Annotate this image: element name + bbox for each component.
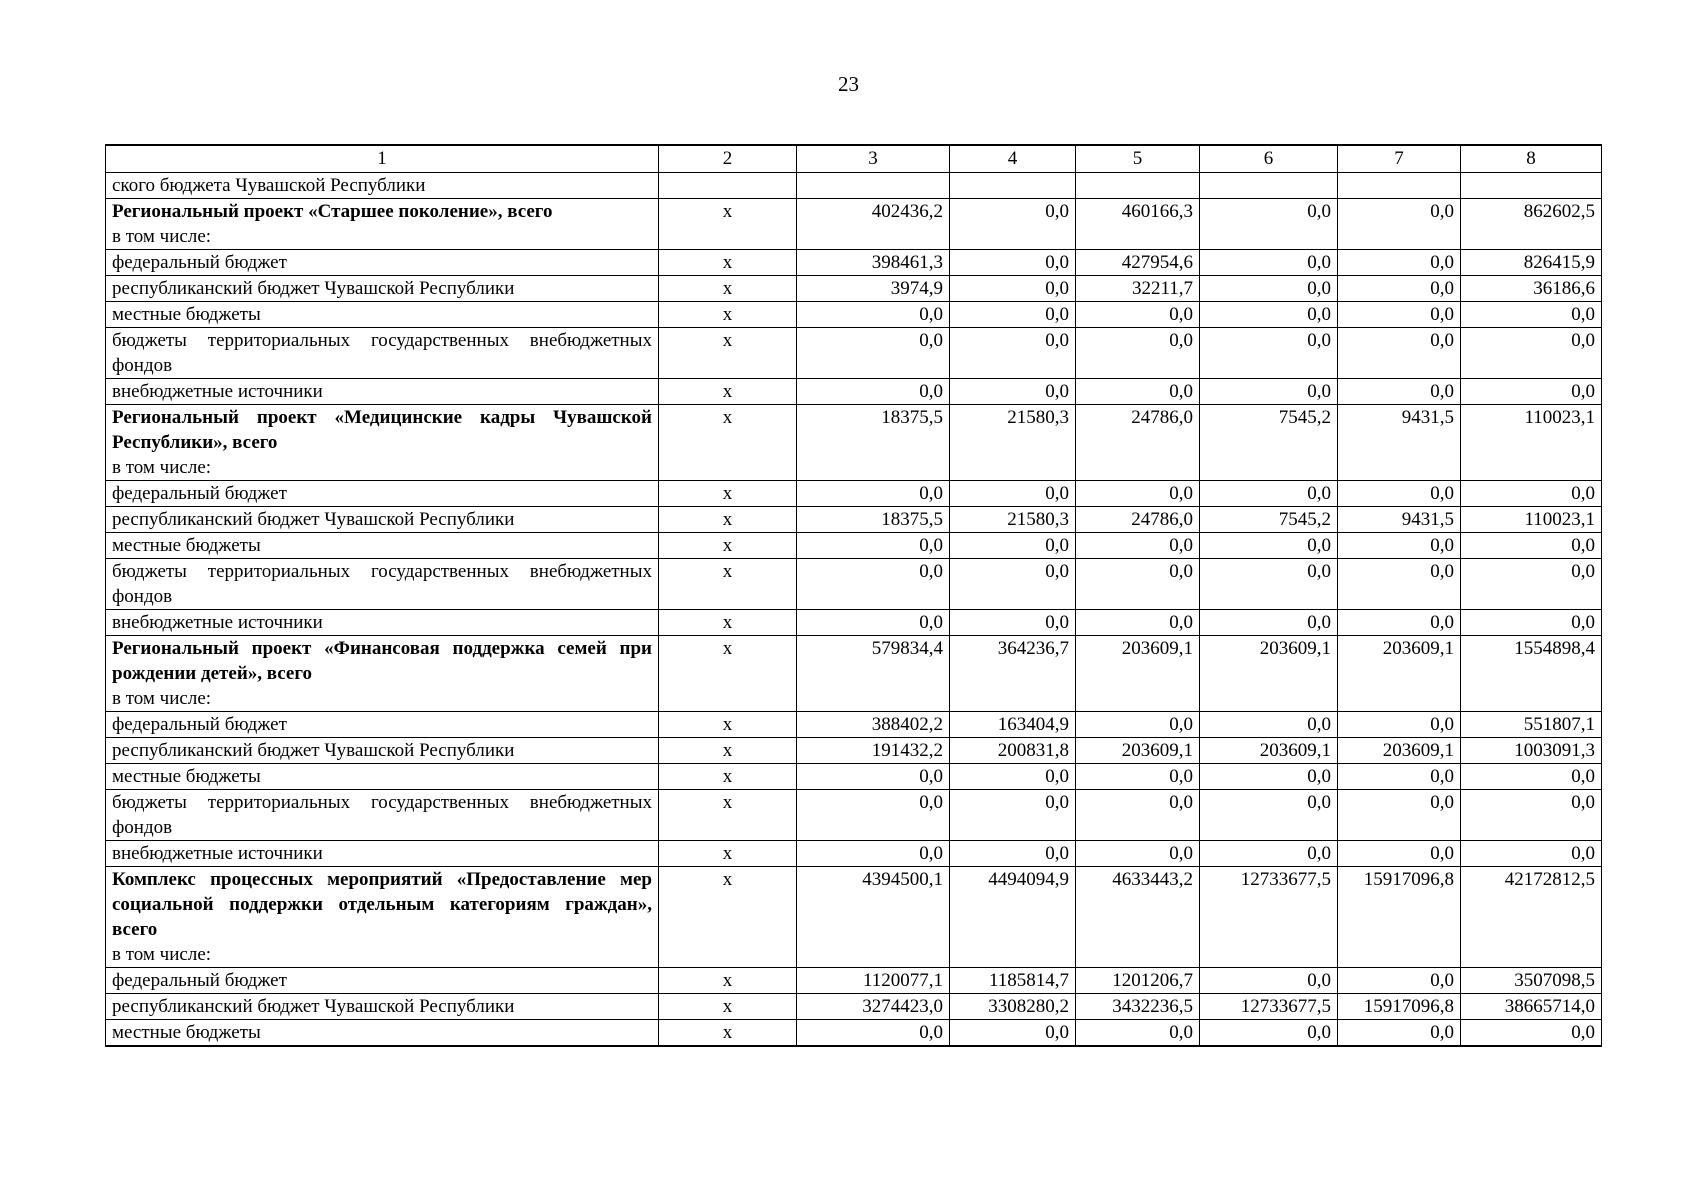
value-cell: 12733677,5	[1200, 867, 1338, 968]
column-header: 4	[950, 145, 1076, 173]
row-mark-cell: х	[659, 1020, 797, 1047]
value-cell: 110023,1	[1461, 507, 1602, 533]
column-header: 3	[797, 145, 950, 173]
value-cell: 0,0	[950, 481, 1076, 507]
table-row	[106, 867, 1602, 968]
value-cell: 0,0	[797, 764, 950, 790]
row-sublabel: в том числе:	[112, 226, 212, 247]
row-label-cell	[106, 738, 659, 764]
row-mark-cell: х	[659, 276, 797, 302]
value-cell: 4394500,1	[797, 867, 950, 968]
value-cell: 32211,7	[1076, 276, 1200, 302]
value-cell: 0,0	[1461, 533, 1602, 559]
table-header	[106, 145, 1602, 173]
row-label-cell	[106, 173, 659, 199]
table-row	[106, 507, 1602, 533]
value-cell: 0,0	[1200, 968, 1338, 994]
value-cell: 862602,5	[1461, 199, 1602, 250]
row-mark-cell: х	[659, 199, 797, 250]
value-cell: 203609,1	[1200, 738, 1338, 764]
section-title: Региональный проект «Медицинские кадры Чувашской Республики», всего	[112, 407, 652, 453]
value-cell: 203609,1	[1076, 738, 1200, 764]
value-cell: 0,0	[950, 276, 1076, 302]
value-cell: 0,0	[1338, 712, 1461, 738]
table-row	[106, 610, 1602, 636]
value-cell: 0,0	[1338, 302, 1461, 328]
table-row	[106, 559, 1602, 610]
value-cell: 1185814,7	[950, 968, 1076, 994]
value-cell: 0,0	[950, 1020, 1076, 1047]
value-cell: 0,0	[1076, 533, 1200, 559]
row-mark-cell: х	[659, 738, 797, 764]
value-cell: 0,0	[1200, 199, 1338, 250]
row-label-cell	[106, 559, 659, 610]
table-row	[106, 405, 1602, 481]
column-header: 1	[106, 145, 659, 173]
value-cell: 0,0	[1076, 712, 1200, 738]
value-cell: 0,0	[1200, 250, 1338, 276]
value-cell: 0,0	[1338, 379, 1461, 405]
value-cell: 1120077,1	[797, 968, 950, 994]
value-cell: 402436,2	[797, 199, 950, 250]
table-row	[106, 276, 1602, 302]
row-label: бюджеты территориальных государственных внебюджетных фондов	[112, 330, 652, 376]
section-title: Региональный проект «Старшее поколение», всего	[112, 201, 553, 222]
value-cell: 24786,0	[1076, 507, 1200, 533]
row-mark-cell: х	[659, 250, 797, 276]
value-cell: 0,0	[950, 533, 1076, 559]
row-mark-cell: х	[659, 994, 797, 1020]
value-cell: 0,0	[1338, 328, 1461, 379]
row-label: республиканский бюджет Чувашской Республики	[112, 278, 515, 299]
value-cell: 9431,5	[1338, 507, 1461, 533]
table-row	[106, 764, 1602, 790]
row-label-cell	[106, 968, 659, 994]
value-cell: 551807,1	[1461, 712, 1602, 738]
value-cell: 0,0	[1338, 790, 1461, 841]
value-cell: 0,0	[1461, 559, 1602, 610]
table-body	[106, 173, 1602, 1047]
row-label-cell	[106, 712, 659, 738]
value-cell: 0,0	[1200, 276, 1338, 302]
row-label: федеральный бюджет	[112, 252, 287, 273]
value-cell: 36186,6	[1461, 276, 1602, 302]
value-cell: 0,0	[1461, 764, 1602, 790]
value-cell: 0,0	[1338, 610, 1461, 636]
value-cell: 0,0	[1338, 841, 1461, 867]
column-header: 2	[659, 145, 797, 173]
value-cell: 0,0	[1338, 481, 1461, 507]
row-label: федеральный бюджет	[112, 483, 287, 504]
row-label: республиканский бюджет Чувашской Республики	[112, 740, 515, 761]
value-cell: 0,0	[1200, 764, 1338, 790]
row-label: бюджеты территориальных государственных внебюджетных фондов	[112, 561, 652, 607]
value-cell: 0,0	[797, 1020, 950, 1047]
value-cell	[1076, 173, 1200, 199]
column-header: 7	[1338, 145, 1461, 173]
value-cell: 0,0	[1461, 841, 1602, 867]
row-sublabel: в том числе:	[112, 944, 212, 965]
row-label-cell	[106, 481, 659, 507]
table-row	[106, 379, 1602, 405]
value-cell: 4494094,9	[950, 867, 1076, 968]
row-label: местные бюджеты	[112, 304, 261, 325]
row-label-cell	[106, 250, 659, 276]
row-label-cell	[106, 328, 659, 379]
table-row	[106, 250, 1602, 276]
value-cell: 0,0	[1461, 328, 1602, 379]
value-cell: 3274423,0	[797, 994, 950, 1020]
value-cell: 203609,1	[1076, 636, 1200, 712]
value-cell: 110023,1	[1461, 405, 1602, 481]
value-cell: 0,0	[950, 379, 1076, 405]
table-row	[106, 841, 1602, 867]
table-row	[106, 1020, 1602, 1047]
column-header: 8	[1461, 145, 1602, 173]
row-label: федеральный бюджет	[112, 970, 287, 991]
row-label-cell	[106, 533, 659, 559]
table-row	[106, 328, 1602, 379]
value-cell: 0,0	[1338, 559, 1461, 610]
value-cell: 0,0	[1338, 199, 1461, 250]
value-cell: 0,0	[1338, 764, 1461, 790]
table-row	[106, 968, 1602, 994]
value-cell: 0,0	[1200, 328, 1338, 379]
row-label-cell	[106, 379, 659, 405]
table-row	[106, 533, 1602, 559]
value-cell: 0,0	[950, 610, 1076, 636]
value-cell: 0,0	[1338, 250, 1461, 276]
row-mark-cell: х	[659, 636, 797, 712]
value-cell: 0,0	[1461, 610, 1602, 636]
row-label: республиканский бюджет Чувашской Республики	[112, 996, 515, 1017]
value-cell: 15917096,8	[1338, 867, 1461, 968]
value-cell: 0,0	[1461, 302, 1602, 328]
value-cell: 0,0	[1338, 968, 1461, 994]
row-mark-cell: х	[659, 968, 797, 994]
value-cell: 0,0	[1200, 790, 1338, 841]
value-cell: 427954,6	[1076, 250, 1200, 276]
value-cell: 364236,7	[950, 636, 1076, 712]
value-cell: 0,0	[1076, 379, 1200, 405]
row-label-cell	[106, 199, 659, 250]
value-cell: 21580,3	[950, 405, 1076, 481]
value-cell: 0,0	[1200, 533, 1338, 559]
row-mark-cell: х	[659, 533, 797, 559]
row-label: республиканский бюджет Чувашской Республики	[112, 509, 515, 530]
value-cell: 0,0	[1200, 1020, 1338, 1047]
value-cell: 0,0	[797, 533, 950, 559]
row-mark-cell: х	[659, 764, 797, 790]
value-cell: 0,0	[950, 764, 1076, 790]
value-cell: 15917096,8	[1338, 994, 1461, 1020]
value-cell: 3507098,5	[1461, 968, 1602, 994]
row-label: местные бюджеты	[112, 766, 261, 787]
value-cell: 0,0	[1200, 610, 1338, 636]
column-header: 5	[1076, 145, 1200, 173]
value-cell: 203609,1	[1338, 636, 1461, 712]
value-cell: 21580,3	[950, 507, 1076, 533]
section-title: Комплекс процессных мероприятий «Предоставление мер социальной поддержки отдельным категориям граждан», всего	[112, 869, 652, 940]
value-cell: 0,0	[950, 790, 1076, 841]
row-mark-cell: х	[659, 867, 797, 968]
value-cell: 0,0	[1461, 481, 1602, 507]
row-mark-cell: х	[659, 379, 797, 405]
row-mark-cell: х	[659, 507, 797, 533]
value-cell: 3974,9	[797, 276, 950, 302]
value-cell: 0,0	[797, 790, 950, 841]
value-cell: 0,0	[1076, 1020, 1200, 1047]
value-cell: 9431,5	[1338, 405, 1461, 481]
row-label: ского бюджета Чувашской Республики	[112, 175, 426, 196]
value-cell: 0,0	[797, 328, 950, 379]
table-row	[106, 173, 1602, 199]
row-mark-cell: х	[659, 328, 797, 379]
value-cell: 0,0	[1076, 559, 1200, 610]
value-cell: 1554898,4	[1461, 636, 1602, 712]
value-cell: 0,0	[1461, 1020, 1602, 1047]
value-cell: 0,0	[1338, 533, 1461, 559]
value-cell: 398461,3	[797, 250, 950, 276]
value-cell: 4633443,2	[1076, 867, 1200, 968]
row-mark-cell: х	[659, 302, 797, 328]
value-cell: 0,0	[1076, 764, 1200, 790]
value-cell: 203609,1	[1200, 636, 1338, 712]
value-cell: 18375,5	[797, 507, 950, 533]
value-cell	[1461, 173, 1602, 199]
value-cell: 0,0	[950, 328, 1076, 379]
value-cell: 826415,9	[1461, 250, 1602, 276]
value-cell	[1338, 173, 1461, 199]
value-cell: 0,0	[1338, 276, 1461, 302]
value-cell: 0,0	[950, 559, 1076, 610]
row-label-cell	[106, 764, 659, 790]
value-cell: 203609,1	[1338, 738, 1461, 764]
row-label-cell	[106, 1020, 659, 1047]
table-row	[106, 302, 1602, 328]
value-cell	[797, 173, 950, 199]
row-sublabel: в том числе:	[112, 457, 212, 478]
row-mark-cell: х	[659, 610, 797, 636]
value-cell: 3308280,2	[950, 994, 1076, 1020]
value-cell: 3432236,5	[1076, 994, 1200, 1020]
section-title: Региональный проект «Финансовая поддержка семей при рождении детей», всего	[112, 638, 652, 684]
value-cell: 0,0	[950, 302, 1076, 328]
row-label-cell	[106, 636, 659, 712]
value-cell: 0,0	[1076, 302, 1200, 328]
row-label: внебюджетные источники	[112, 843, 323, 864]
row-label-cell	[106, 507, 659, 533]
value-cell	[950, 173, 1076, 199]
value-cell: 579834,4	[797, 636, 950, 712]
value-cell: 191432,2	[797, 738, 950, 764]
value-cell: 0,0	[1461, 790, 1602, 841]
row-mark-cell	[659, 173, 797, 199]
value-cell: 0,0	[1200, 379, 1338, 405]
value-cell: 0,0	[1200, 481, 1338, 507]
value-cell: 0,0	[950, 250, 1076, 276]
budget-table	[105, 144, 1602, 1047]
row-label: внебюджетные источники	[112, 612, 323, 633]
value-cell: 0,0	[797, 559, 950, 610]
value-cell: 0,0	[1076, 841, 1200, 867]
value-cell: 38665714,0	[1461, 994, 1602, 1020]
row-mark-cell: х	[659, 559, 797, 610]
value-cell: 0,0	[1076, 790, 1200, 841]
value-cell: 0,0	[950, 199, 1076, 250]
value-cell: 1003091,3	[1461, 738, 1602, 764]
table-row	[106, 481, 1602, 507]
value-cell: 0,0	[1076, 610, 1200, 636]
row-label-cell	[106, 867, 659, 968]
value-cell: 0,0	[1076, 481, 1200, 507]
row-label: местные бюджеты	[112, 535, 261, 556]
row-mark-cell: х	[659, 712, 797, 738]
value-cell: 0,0	[1200, 559, 1338, 610]
value-cell: 1201206,7	[1076, 968, 1200, 994]
row-label: бюджеты территориальных государственных внебюджетных фондов	[112, 792, 652, 838]
row-sublabel: в том числе:	[112, 688, 212, 709]
value-cell: 7545,2	[1200, 507, 1338, 533]
table-row	[106, 199, 1602, 250]
value-cell: 12733677,5	[1200, 994, 1338, 1020]
row-mark-cell: х	[659, 790, 797, 841]
value-cell: 388402,2	[797, 712, 950, 738]
value-cell: 0,0	[1200, 302, 1338, 328]
value-cell: 163404,9	[950, 712, 1076, 738]
row-label-cell	[106, 841, 659, 867]
value-cell: 7545,2	[1200, 405, 1338, 481]
value-cell	[1200, 173, 1338, 199]
value-cell: 0,0	[1200, 841, 1338, 867]
row-label-cell	[106, 994, 659, 1020]
value-cell: 42172812,5	[1461, 867, 1602, 968]
table-row	[106, 636, 1602, 712]
value-cell: 0,0	[797, 302, 950, 328]
value-cell: 0,0	[950, 841, 1076, 867]
row-label: федеральный бюджет	[112, 714, 287, 735]
value-cell: 460166,3	[1076, 199, 1200, 250]
value-cell: 0,0	[1076, 328, 1200, 379]
row-label: внебюджетные источники	[112, 381, 323, 402]
row-label: местные бюджеты	[112, 1022, 261, 1043]
header-row	[106, 145, 1602, 173]
value-cell: 0,0	[1200, 712, 1338, 738]
table-row	[106, 738, 1602, 764]
row-mark-cell: х	[659, 405, 797, 481]
value-cell: 18375,5	[797, 405, 950, 481]
row-mark-cell: х	[659, 481, 797, 507]
table-row	[106, 712, 1602, 738]
value-cell: 0,0	[1461, 379, 1602, 405]
value-cell: 0,0	[797, 610, 950, 636]
value-cell: 24786,0	[1076, 405, 1200, 481]
value-cell: 0,0	[797, 379, 950, 405]
row-mark-cell: х	[659, 841, 797, 867]
row-label-cell	[106, 276, 659, 302]
value-cell: 0,0	[797, 481, 950, 507]
table-row	[106, 994, 1602, 1020]
row-label-cell	[106, 302, 659, 328]
row-label-cell	[106, 405, 659, 481]
value-cell: 200831,8	[950, 738, 1076, 764]
page-number: 23	[838, 72, 859, 96]
column-header: 6	[1200, 145, 1338, 173]
row-label-cell	[106, 790, 659, 841]
value-cell: 0,0	[1338, 1020, 1461, 1047]
row-label-cell	[106, 610, 659, 636]
table-row	[106, 790, 1602, 841]
value-cell: 0,0	[797, 841, 950, 867]
